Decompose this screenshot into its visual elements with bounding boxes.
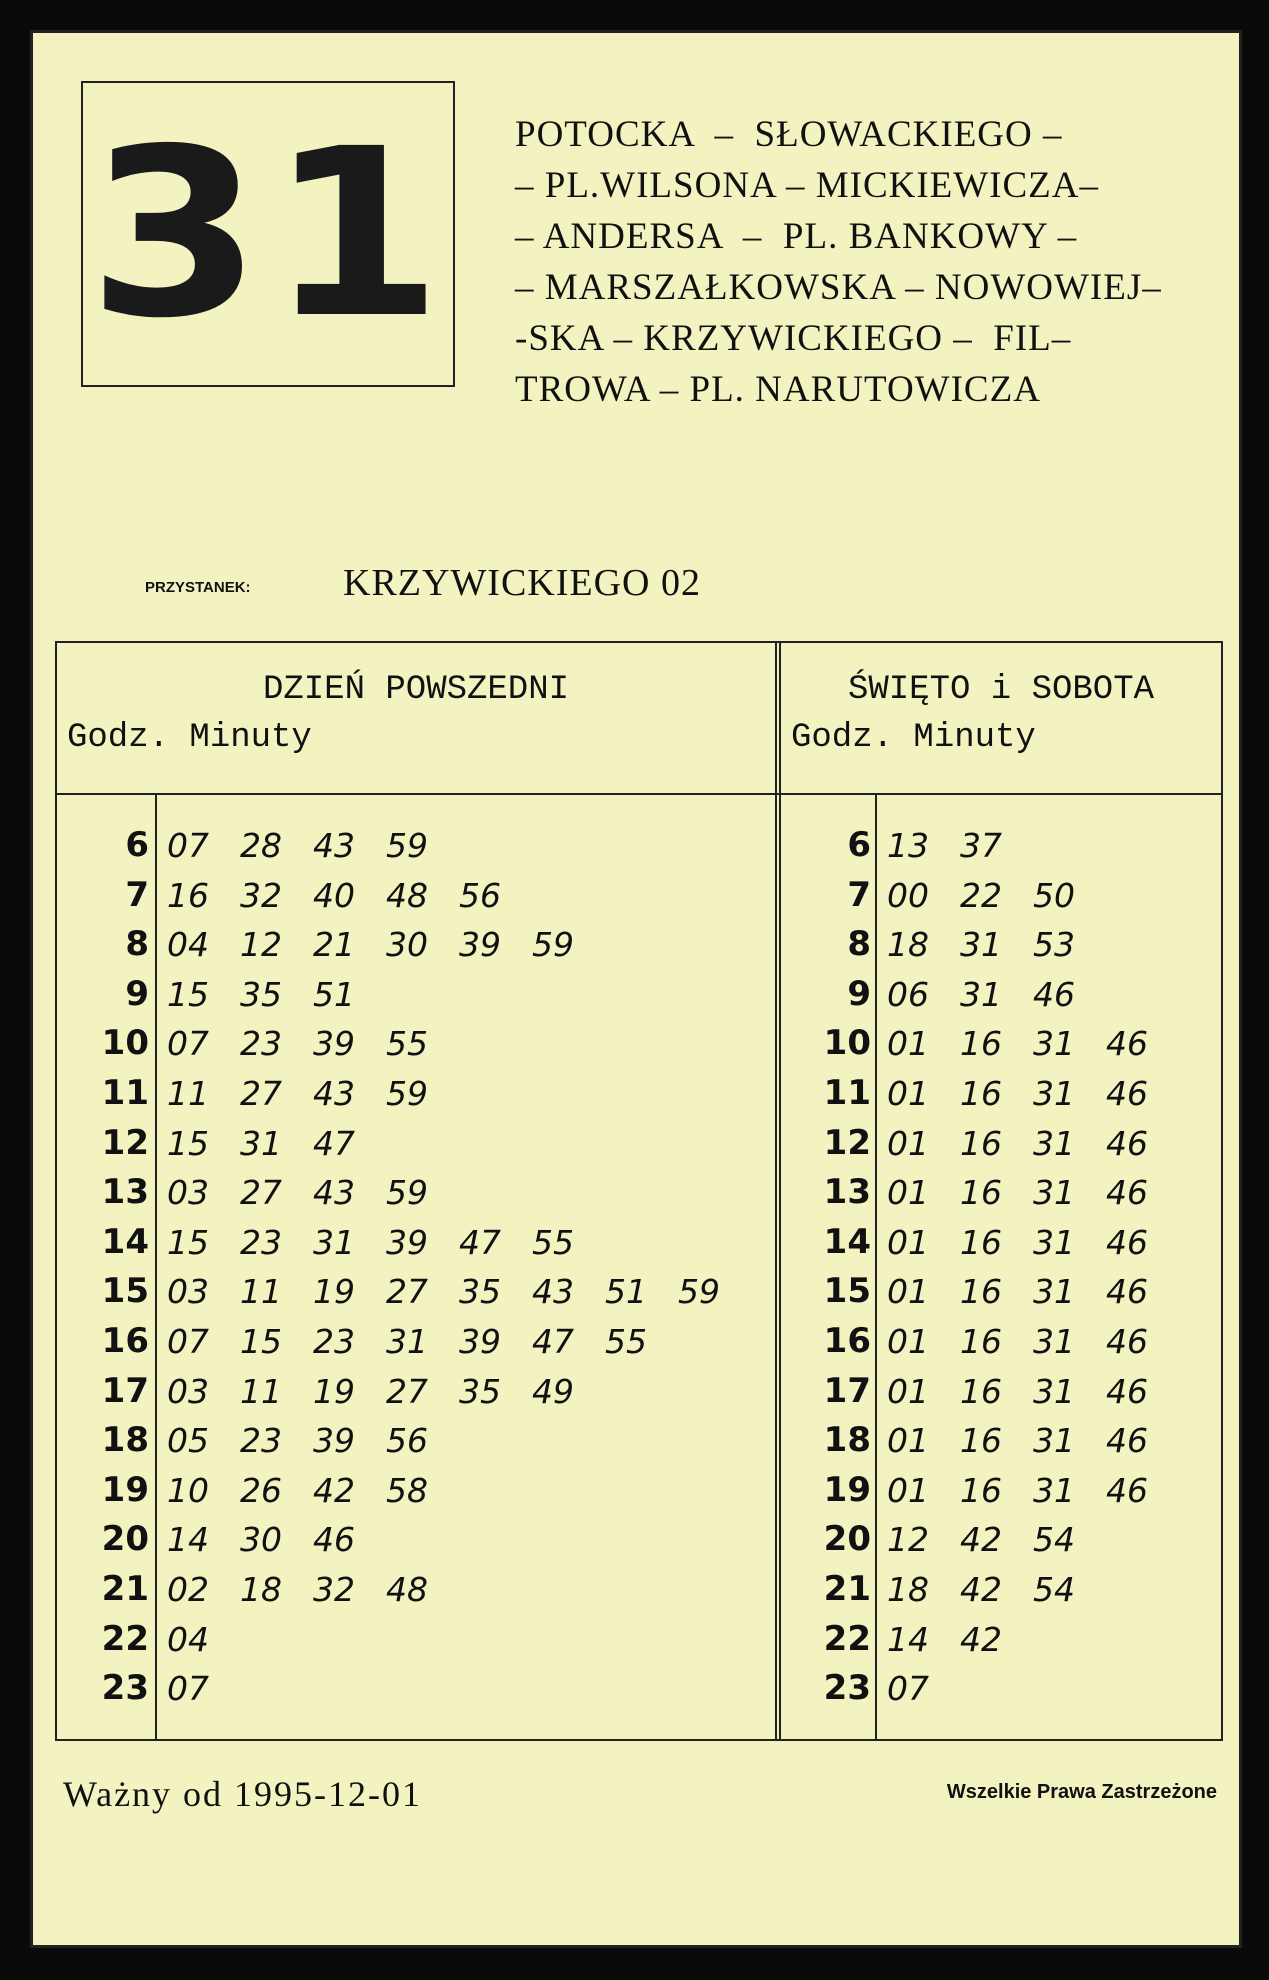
timetable-row [781,1367,1221,1417]
minute-value: 31 [1033,1321,1075,1361]
minute-value: 30 [386,925,428,965]
timetable-row [781,1515,1221,1565]
timetable-row [781,1664,1221,1714]
minute-value: 10 [167,1470,209,1510]
minute-value: 03 [167,1272,209,1312]
hour-cell: 15 [101,1271,149,1312]
minutes-cell [167,821,459,871]
timetable-row [57,1664,775,1714]
hour-cell: 16 [823,1320,871,1361]
timetable-row [57,1515,775,1565]
minute-value: 46 [1033,974,1075,1014]
hour-cell: 10 [101,1023,149,1064]
minute-value: 15 [167,1123,209,1163]
minutes-cell [887,1416,1179,1466]
timetable-row [57,920,775,970]
minutes-cell [167,1367,605,1417]
minute-value: 54 [1033,1520,1075,1560]
minutes-cell [167,920,605,970]
minutes-cell [887,1267,1179,1317]
minute-value: 59 [386,826,428,865]
minute-value: 31 [1033,1173,1075,1213]
weekday-subtitle: Godz. Minuty [67,719,312,757]
minutes-cell [167,1317,678,1367]
minute-value: 15 [240,1321,282,1361]
timetable-row [57,1416,775,1466]
minute-value: 16 [960,1024,1002,1064]
minute-value: 47 [459,1222,501,1262]
minute-value: 07 [167,1321,209,1361]
minute-value: 14 [887,1619,929,1659]
minute-value: 18 [240,1569,282,1609]
minutes-cell [167,1515,386,1565]
minute-value: 23 [313,1321,355,1361]
hour-cell: 10 [823,1023,871,1064]
minute-value: 32 [240,875,282,915]
minute-value: 39 [313,1421,355,1461]
minute-value: 14 [167,1520,209,1560]
minute-value: 16 [960,1222,1002,1262]
minutes-cell [167,1119,386,1169]
timetable-row [57,1615,775,1665]
minute-value: 55 [386,1024,428,1064]
minute-value: 23 [240,1024,282,1064]
hour-cell: 7 [847,874,871,915]
timetable-row [57,1317,775,1367]
hour-cell: 13 [101,1172,149,1213]
minutes-cell [887,1218,1179,1268]
minute-value: 01 [887,1073,929,1113]
minute-value: 35 [459,1371,501,1411]
minute-value: 59 [678,1272,720,1312]
hour-cell: 7 [125,874,149,915]
minute-value: 16 [960,1123,1002,1163]
minute-value: 16 [167,875,209,915]
minute-value: 31 [1033,1123,1075,1163]
timetable-row [781,1119,1221,1169]
minute-value: 31 [240,1123,282,1163]
minute-value: 31 [1033,1272,1075,1312]
minute-value: 27 [240,1173,282,1213]
hour-cell: 6 [847,825,871,865]
minute-value: 31 [1033,1024,1075,1064]
minute-value: 07 [167,1669,209,1709]
minutes-cell [167,1615,240,1665]
timetable-row [57,1565,775,1615]
minute-value: 39 [313,1024,355,1064]
minute-value: 51 [313,974,355,1014]
minute-value: 05 [167,1421,209,1461]
minutes-cell [167,1267,751,1317]
hour-cell: 9 [847,973,871,1014]
minute-value: 28 [240,826,282,865]
minute-value: 30 [240,1520,282,1560]
minutes-cell [887,970,1106,1020]
minutes-cell [887,1367,1179,1417]
weekday-title: DZIEŃ POWSZEDNI [262,671,570,709]
timetable-grid [55,641,1223,1741]
minute-value: 48 [386,1569,428,1609]
minute-value: 40 [313,875,355,915]
minute-value: 46 [313,1520,355,1560]
timetable-row [781,1168,1221,1218]
minute-value: 49 [532,1371,574,1411]
route-number: 31 [87,99,449,369]
minute-value: 56 [386,1421,428,1461]
timetable-row [781,1218,1221,1268]
minutes-cell [887,871,1106,921]
minute-value: 19 [313,1371,355,1411]
minute-value: 42 [960,1520,1002,1560]
timetable-row [781,1267,1221,1317]
minutes-cell [167,970,386,1020]
minute-value: 31 [1033,1421,1075,1461]
minute-value: 32 [313,1569,355,1609]
timetable-row [57,871,775,921]
minute-value: 54 [1033,1569,1075,1609]
minute-value: 13 [887,826,929,865]
minute-value: 07 [167,1024,209,1064]
route-description-line: POTOCKA – SŁOWACKIEGO – [515,114,1063,155]
minute-value: 18 [887,1569,929,1609]
hour-cell: 8 [125,924,149,965]
minute-value: 59 [386,1173,428,1213]
route-description [515,109,1215,415]
timetable-row [781,871,1221,921]
hour-cell: 18 [823,1420,871,1461]
timetable-sheet [30,30,1242,1948]
timetable-row [781,1019,1221,1069]
minute-value: 01 [887,1421,929,1461]
minute-value: 18 [887,925,929,965]
minute-value: 46 [1106,1371,1148,1411]
hour-cell: 19 [823,1469,871,1510]
route-description-line: – PL.WILSONA – MICKIEWICZA– [515,165,1100,206]
minute-value: 07 [887,1669,929,1709]
minutes-cell [167,1218,605,1268]
minute-value: 59 [386,1073,428,1113]
route-description-line: TROWA – PL. NARUTOWICZA [515,369,1041,410]
minute-value: 16 [960,1173,1002,1213]
minutes-cell [887,1466,1179,1516]
minute-value: 16 [960,1272,1002,1312]
minute-value: 04 [167,925,209,965]
minute-value: 11 [167,1073,209,1113]
minute-value: 31 [1033,1073,1075,1113]
hour-cell: 21 [101,1568,149,1609]
minute-value: 21 [313,925,355,965]
minute-value: 31 [1033,1222,1075,1262]
minute-value: 12 [887,1520,929,1560]
minutes-cell [887,1615,1033,1665]
minute-value: 00 [887,875,929,915]
minute-value: 42 [313,1470,355,1510]
minute-value: 31 [960,974,1002,1014]
hour-cell: 11 [101,1072,149,1113]
minute-value: 43 [313,1073,355,1113]
minute-value: 16 [960,1371,1002,1411]
minutes-cell [887,1168,1179,1218]
minutes-cell [887,1317,1179,1367]
minute-value: 51 [605,1272,647,1312]
holiday-rows [781,821,1221,1714]
timetable-row [781,1317,1221,1367]
minute-value: 46 [1106,1272,1148,1312]
hour-cell: 14 [823,1221,871,1262]
minute-value: 11 [240,1371,282,1411]
valid-from: Ważny od 1995-12-01 [63,1774,423,1814]
minute-value: 42 [960,1569,1002,1609]
minute-value: 43 [313,1173,355,1213]
timetable-row [781,1615,1221,1665]
minute-value: 46 [1106,1073,1148,1113]
hour-cell: 19 [101,1469,149,1510]
minute-value: 06 [887,974,929,1014]
minute-value: 46 [1106,1024,1148,1064]
minutes-cell [887,1515,1106,1565]
minute-value: 46 [1106,1123,1148,1163]
minute-value: 03 [167,1173,209,1213]
stop-name: KRZYWICKIEGO 02 [343,562,702,604]
minute-value: 01 [887,1173,929,1213]
minutes-cell [167,1664,240,1714]
timetable-row [57,1267,775,1317]
hour-cell: 15 [823,1271,871,1312]
hour-cell: 17 [823,1370,871,1411]
timetable-row [57,1019,775,1069]
minute-value: 01 [887,1321,929,1361]
timetable-row [781,920,1221,970]
minute-value: 01 [887,1371,929,1411]
minutes-cell [887,1664,960,1714]
minute-value: 02 [167,1569,209,1609]
minute-value: 46 [1106,1470,1148,1510]
minute-value: 55 [532,1222,574,1262]
weekday-panel [57,643,775,1739]
minute-value: 04 [167,1619,209,1659]
minute-value: 31 [1033,1371,1075,1411]
minute-value: 01 [887,1024,929,1064]
hour-cell: 12 [101,1122,149,1163]
holiday-panel [781,643,1221,1739]
minute-value: 23 [240,1222,282,1262]
hour-cell: 18 [101,1420,149,1461]
minute-value: 39 [459,925,501,965]
minutes-cell [887,1565,1106,1615]
minute-value: 37 [960,826,1002,865]
minutes-cell [167,1069,459,1119]
minutes-cell [887,821,1033,871]
minute-value: 15 [167,1222,209,1262]
minute-value: 46 [1106,1173,1148,1213]
minute-value: 31 [960,925,1002,965]
timetable-row [781,1069,1221,1119]
hour-cell: 13 [823,1172,871,1213]
minute-value: 58 [386,1470,428,1510]
minute-value: 16 [960,1321,1002,1361]
minute-value: 48 [386,875,428,915]
minute-value: 43 [313,826,355,865]
timetable-row [781,1466,1221,1516]
minute-value: 15 [167,974,209,1014]
hour-cell: 12 [823,1122,871,1163]
timetable-row [781,1416,1221,1466]
minute-value: 01 [887,1123,929,1163]
minute-value: 56 [459,875,501,915]
minute-value: 19 [313,1272,355,1312]
minute-value: 50 [1033,875,1075,915]
minute-value: 47 [532,1321,574,1361]
minutes-cell [167,1019,459,1069]
minute-value: 23 [240,1421,282,1461]
holiday-title: ŚWIĘTO i SOBOTA [847,671,1155,709]
timetable-row [57,1069,775,1119]
timetable-row [57,1119,775,1169]
minutes-cell [887,920,1106,970]
minute-value: 39 [386,1222,428,1262]
hour-cell: 23 [823,1668,871,1709]
minute-value: 42 [960,1619,1002,1659]
weekday-rows [57,821,775,1714]
minute-value: 01 [887,1272,929,1312]
minute-value: 35 [240,974,282,1014]
minute-value: 16 [960,1421,1002,1461]
minute-value: 46 [1106,1421,1148,1461]
hour-cell: 9 [125,973,149,1014]
hour-cell: 22 [823,1618,871,1659]
minute-value: 22 [960,875,1002,915]
route-description-line: – ANDERSA – PL. BANKOWY – [515,216,1078,257]
hour-cell: 22 [101,1618,149,1659]
minutes-cell [167,1416,459,1466]
timetable-row [781,821,1221,871]
holiday-subtitle: Godz. Minuty [791,719,1036,757]
minute-value: 53 [1033,925,1075,965]
hour-cell: 11 [823,1072,871,1113]
minute-value: 27 [240,1073,282,1113]
minute-value: 43 [532,1272,574,1312]
timetable-row [781,1565,1221,1615]
minutes-cell [167,1565,459,1615]
minute-value: 11 [240,1272,282,1312]
minute-value: 46 [1106,1321,1148,1361]
minute-value: 46 [1106,1222,1148,1262]
hour-cell: 21 [823,1568,871,1609]
minute-value: 16 [960,1470,1002,1510]
minute-value: 31 [313,1222,355,1262]
minutes-cell [167,1168,459,1218]
minutes-cell [887,1119,1179,1169]
minute-value: 35 [459,1272,501,1312]
route-description-line: – MARSZAŁKOWSKA – NOWOWIEJ– [515,267,1162,308]
route-number-box [81,81,455,387]
hour-cell: 14 [101,1221,149,1262]
timetable-row [57,821,775,871]
minutes-cell [887,1019,1179,1069]
minute-value: 03 [167,1371,209,1411]
minute-value: 16 [960,1073,1002,1113]
timetable-row [57,1367,775,1417]
timetable-row [57,970,775,1020]
timetable-row [781,970,1221,1020]
minute-value: 27 [386,1272,428,1312]
hour-cell: 16 [101,1320,149,1361]
hour-cell: 20 [823,1519,871,1560]
route-description-line: -SKA – KRZYWICKIEGO – FIL– [515,318,1072,359]
hour-cell: 8 [847,924,871,965]
minute-value: 59 [532,925,574,965]
minute-value: 47 [313,1123,355,1163]
minute-value: 01 [887,1222,929,1262]
minute-value: 31 [386,1321,428,1361]
hour-cell: 6 [125,825,149,865]
stop-label: PRZYSTANEK: [145,579,251,596]
timetable-row [57,1168,775,1218]
hour-cell: 17 [101,1370,149,1411]
minute-value: 07 [167,826,209,865]
minutes-cell [167,871,532,921]
rights-notice: Wszelkie Prawa Zastrzeżone [946,1781,1217,1803]
minutes-cell [167,1466,459,1516]
minute-value: 26 [240,1470,282,1510]
minute-value: 27 [386,1371,428,1411]
minutes-cell [887,1069,1179,1119]
hour-cell: 23 [101,1668,149,1709]
minute-value: 01 [887,1470,929,1510]
minute-value: 39 [459,1321,501,1361]
minute-value: 31 [1033,1470,1075,1510]
hour-cell: 20 [101,1519,149,1560]
minute-value: 12 [240,925,282,965]
timetable-row [57,1218,775,1268]
timetable-row [57,1466,775,1516]
minute-value: 55 [605,1321,647,1361]
